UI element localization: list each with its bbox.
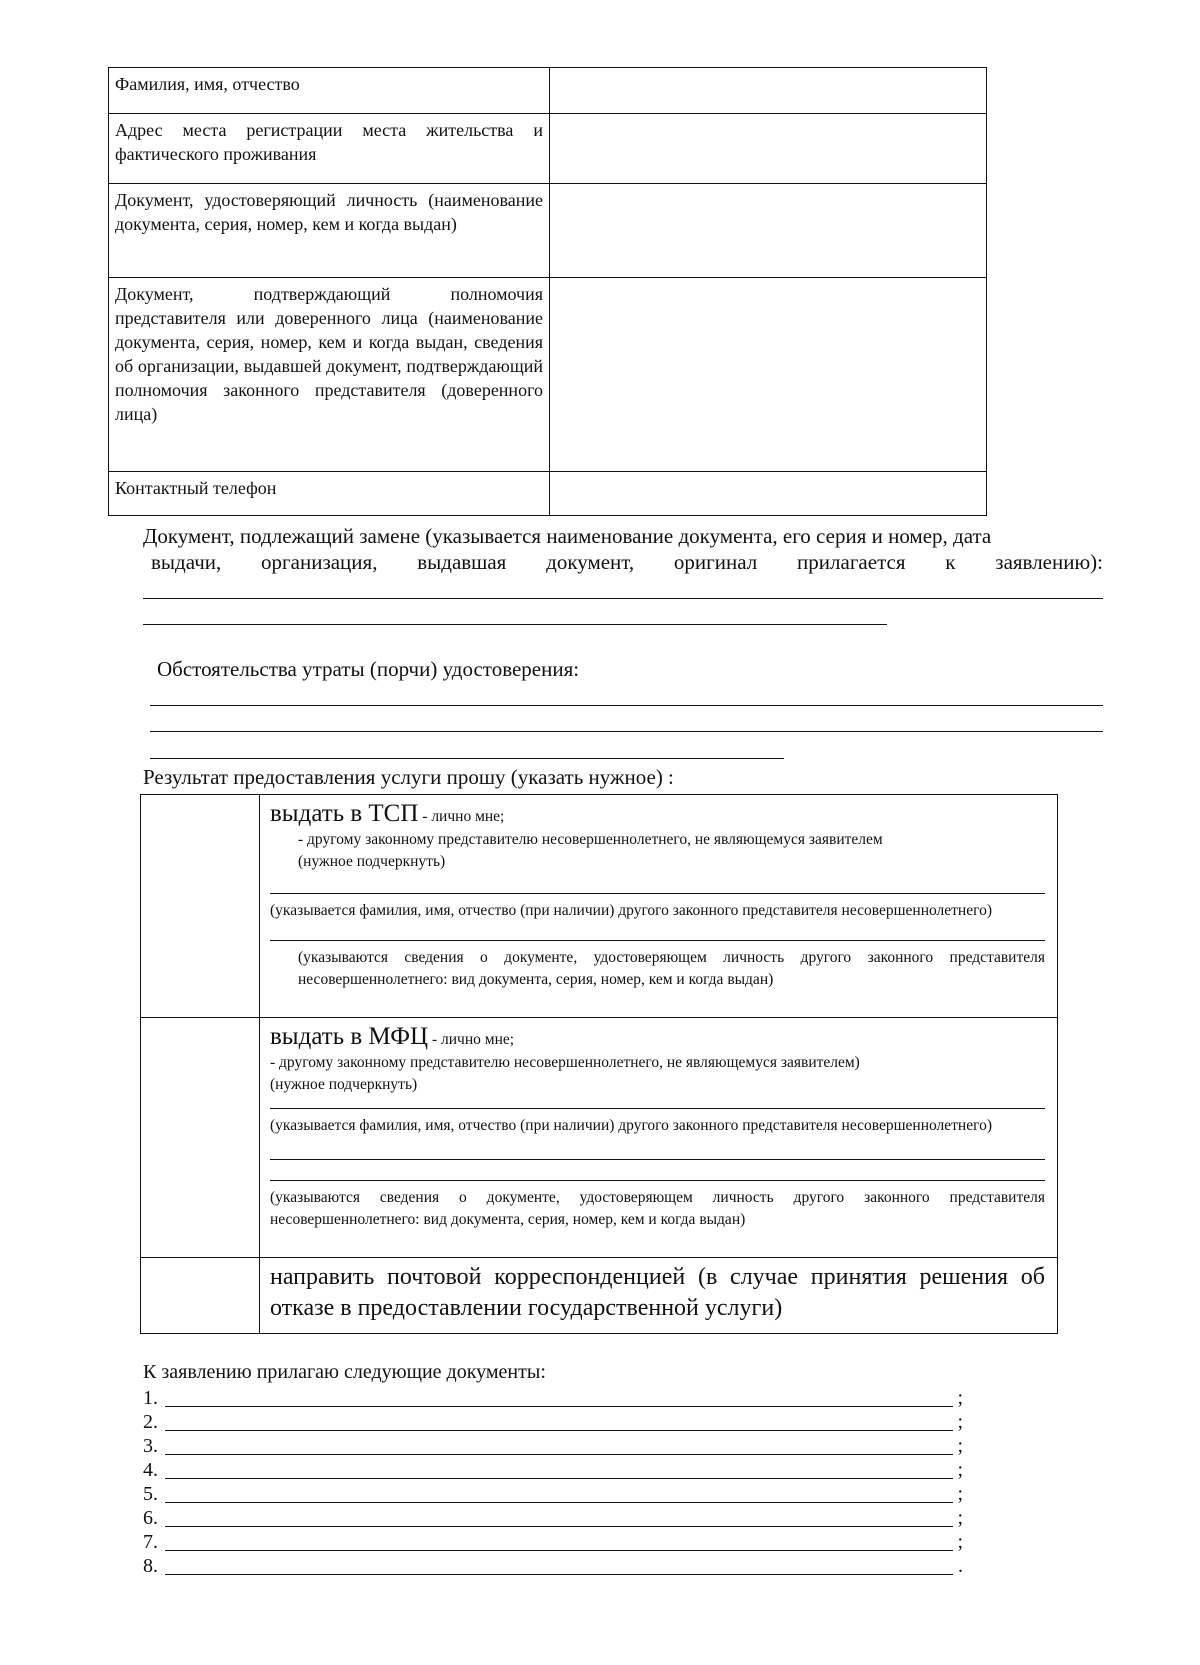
table-row bbox=[109, 278, 987, 472]
tsp-checkbox-cell[interactable] bbox=[141, 795, 260, 1018]
row-value-field[interactable] bbox=[550, 278, 987, 472]
attachment-end: ; bbox=[957, 1507, 963, 1529]
mfc-doc-fill-line-2[interactable] bbox=[270, 1180, 1045, 1181]
attachment-item bbox=[143, 1386, 963, 1410]
table-row bbox=[109, 472, 987, 516]
replaced-document-paragraph bbox=[143, 523, 1103, 575]
loss-circumstances-fill-line[interactable] bbox=[150, 705, 1103, 706]
tsp-name-fill-line[interactable] bbox=[270, 893, 1045, 894]
tsp-name-hint: (указывается фамилия, имя, отчество (при наличии) другого законного представителя несовершеннолетнего) bbox=[270, 902, 992, 919]
replaced-document-fill-line[interactable] bbox=[143, 624, 887, 625]
table-row bbox=[109, 184, 987, 278]
attachment-end: ; bbox=[957, 1483, 963, 1505]
attachment-fill-line[interactable] bbox=[165, 1508, 953, 1527]
row-value-field[interactable] bbox=[550, 114, 987, 184]
attachment-end: ; bbox=[957, 1459, 963, 1481]
mfc-doc-fill-line[interactable] bbox=[270, 1159, 1045, 1160]
tsp-title: выдать в ТСП bbox=[270, 800, 419, 827]
attachment-number: 3. bbox=[143, 1435, 158, 1457]
attachment-item bbox=[143, 1434, 963, 1458]
table-row bbox=[109, 68, 987, 114]
attachment-number: 2. bbox=[143, 1411, 158, 1433]
row-label: Фамилия, имя, отчество bbox=[109, 68, 550, 114]
attachments-section bbox=[143, 1360, 963, 1578]
row-label: Адрес места регистрации места жительства и фактического проживания bbox=[109, 114, 550, 184]
loss-circumstances-fill-line[interactable] bbox=[150, 758, 784, 759]
attachment-end: ; bbox=[957, 1411, 963, 1433]
tsp-doc-fill-line[interactable] bbox=[270, 940, 1045, 941]
row-value-field[interactable] bbox=[550, 472, 987, 516]
attachment-item bbox=[143, 1506, 963, 1530]
attachment-fill-line[interactable] bbox=[165, 1436, 953, 1455]
table-row bbox=[109, 114, 987, 184]
attachment-fill-line[interactable] bbox=[165, 1412, 953, 1431]
mfc-suffix: - лично мне; bbox=[428, 1031, 515, 1048]
attachment-end: . bbox=[958, 1555, 963, 1577]
attachment-item bbox=[143, 1482, 963, 1506]
mfc-underline-hint: (нужное подчеркнуть) bbox=[270, 1076, 418, 1093]
attachment-end: ; bbox=[957, 1435, 963, 1457]
tsp-underline-hint: (нужное подчеркнуть) bbox=[298, 853, 446, 870]
tsp-other-rep: - другому законному представителю несовершеннолетнего, не являющемуся заявителем bbox=[298, 831, 883, 848]
attachment-item bbox=[143, 1410, 963, 1434]
post-option-text: направить почтовой корреспонденцией (в случае принятия решения об отказе в предоставлении государственной услуги) bbox=[260, 1258, 1058, 1334]
mfc-title: выдать в МФЦ bbox=[270, 1023, 429, 1050]
attachment-fill-line[interactable] bbox=[165, 1484, 953, 1503]
result-option-post bbox=[141, 1258, 1058, 1334]
attachment-number: 6. bbox=[143, 1507, 158, 1529]
row-label: Документ, удостоверяющий личность (наименование документа, серия, номер, кем и когда выдан) bbox=[109, 184, 550, 278]
attachment-fill-line[interactable] bbox=[165, 1388, 953, 1407]
mfc-doc-hint: (указываются сведения о документе, удостоверяющем личность другого законного представителя несовершеннолетнего: вид документа, серия, номер, кем и когда выдан) bbox=[270, 1189, 1045, 1228]
post-checkbox-cell[interactable] bbox=[141, 1258, 260, 1334]
attachment-item bbox=[143, 1458, 963, 1482]
attachment-number: 1. bbox=[143, 1387, 158, 1409]
attachment-number: 7. bbox=[143, 1531, 158, 1553]
attachment-end: ; bbox=[957, 1387, 963, 1409]
result-option-mfc bbox=[141, 1018, 1058, 1258]
attachment-fill-line[interactable] bbox=[165, 1556, 953, 1575]
replaced-document-line2: выдачи, организация, выдавшая документ, оригинал прилагается к заявлению): bbox=[151, 550, 1103, 574]
tsp-suffix: - лично мне; bbox=[418, 808, 505, 825]
replaced-document-fill-line[interactable] bbox=[143, 598, 1103, 599]
mfc-name-hint: (указывается фамилия, имя, отчество (при наличии) другого законного представителя несовершеннолетнего) bbox=[270, 1117, 992, 1134]
mfc-name-fill-line[interactable] bbox=[270, 1108, 1045, 1109]
mfc-option-content bbox=[260, 1018, 1058, 1258]
result-option-tsp bbox=[141, 795, 1058, 1018]
loss-circumstances-fill-line[interactable] bbox=[150, 731, 1103, 732]
row-value-field[interactable] bbox=[550, 184, 987, 278]
row-label: Документ, подтверждающий полномочия представителя или доверенного лица (наименование документа, серия, номер, кем и когда выдан, сведения об организации, выдавшей документ, подтверждающий полномочия законного представителя (доверенного лица) bbox=[109, 278, 550, 472]
attachment-item bbox=[143, 1530, 963, 1554]
row-value-field[interactable] bbox=[550, 68, 987, 114]
mfc-checkbox-cell[interactable] bbox=[141, 1018, 260, 1258]
row-label: Контактный телефон bbox=[109, 472, 550, 516]
result-options-table bbox=[140, 794, 1058, 1334]
attachment-fill-line[interactable] bbox=[165, 1532, 953, 1551]
result-heading: Результат предоставления услуги прошу (указать нужное) : bbox=[143, 765, 674, 789]
attachment-number: 4. bbox=[143, 1459, 158, 1481]
attachment-end: ; bbox=[957, 1531, 963, 1553]
mfc-other-rep: - другому законному представителю несовершеннолетнего, не являющемуся заявителем) bbox=[270, 1054, 860, 1071]
attachment-number: 8. bbox=[143, 1555, 158, 1577]
loss-circumstances-label: Обстоятельства утраты (порчи) удостоверения: bbox=[157, 657, 580, 681]
attachment-item bbox=[143, 1554, 963, 1578]
attachment-fill-line[interactable] bbox=[165, 1460, 953, 1479]
applicant-table bbox=[108, 67, 987, 516]
attachment-number: 5. bbox=[143, 1483, 158, 1505]
replaced-document-line1: Документ, подлежащий замене (указывается наименование документа, его серия и номер, дата bbox=[143, 524, 992, 548]
tsp-doc-hint: (указываются сведения о документе, удостоверяющем личность другого законного представителя несовершеннолетнего: вид документа, серия, номер, кем и когда выдан) bbox=[298, 949, 1045, 988]
tsp-option-content bbox=[260, 795, 1058, 1018]
attachments-heading: К заявлению прилагаю следующие документы: bbox=[143, 1361, 546, 1383]
